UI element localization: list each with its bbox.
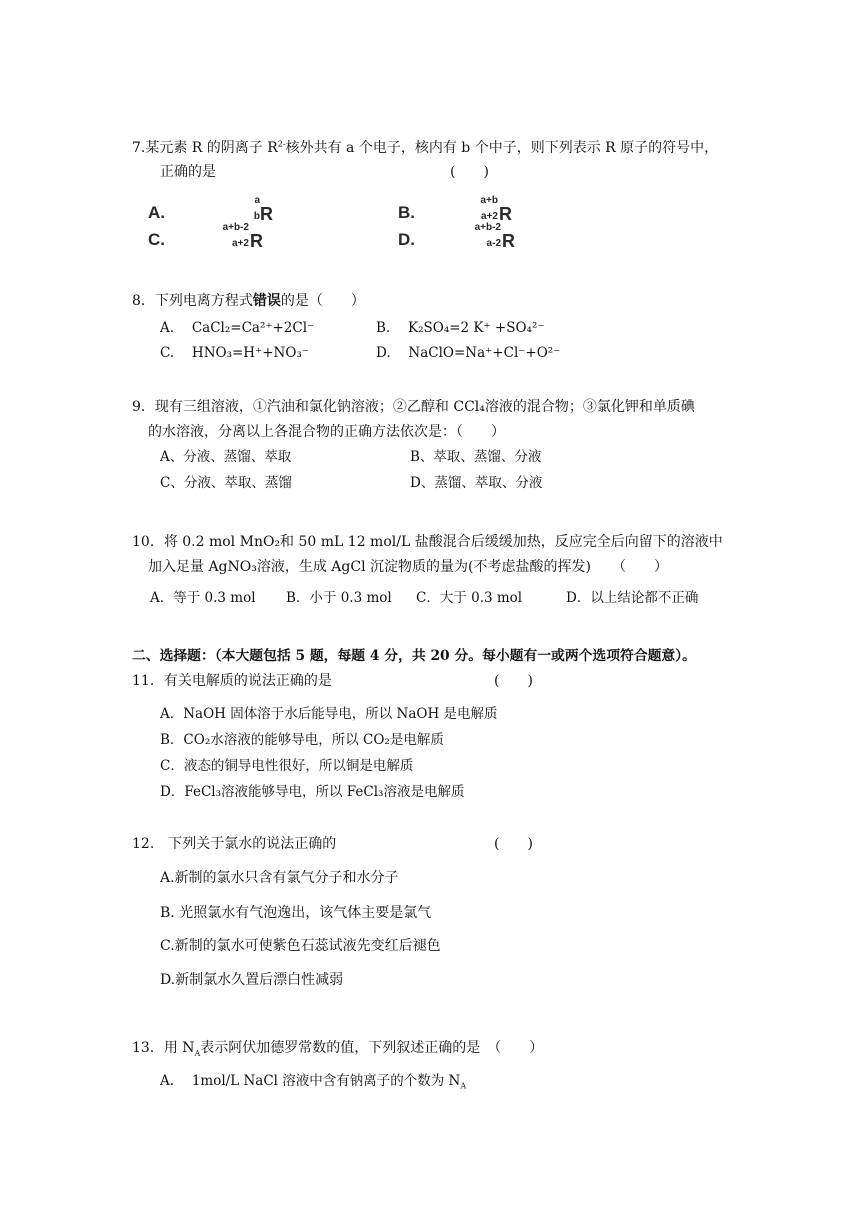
q10-option-b: B．小于 0.3 mol bbox=[286, 590, 392, 606]
q9-option-c: C、分液、萃取、蒸馏 bbox=[160, 475, 292, 491]
q9-option-a: A、分液、蒸馏、萃取 bbox=[160, 449, 292, 465]
q7-option-a-label: A. bbox=[148, 203, 165, 222]
q7-option-a-nuclide bbox=[246, 195, 286, 225]
q13-option-a-text: A. 1mol/L NaCl 溶液中含有钠离子的个数为 N bbox=[160, 1073, 461, 1089]
q11-option-b: B．CO₂水溶液的能够导电，所以 CO₂是电解质 bbox=[160, 732, 444, 748]
q7-option-d-label: D. bbox=[398, 230, 415, 249]
q7-stem-part2: 核外共有 a 个电子，核内有 b 个中子，则下列表示 R 原子的符号中， bbox=[285, 140, 719, 156]
q12-answer-paren: ( ) bbox=[494, 836, 533, 852]
q7-option-c-atomic: a+2 bbox=[232, 238, 249, 249]
q10-option-a: A．等于 0.3 mol bbox=[150, 590, 256, 606]
q8-option-d: D. NaClO=Na⁺+Cl⁻+O²⁻ bbox=[376, 345, 561, 361]
q7-option-b-symbol: R bbox=[499, 204, 512, 224]
q13-stem bbox=[132, 1038, 543, 1058]
q7-option-c-label: C. bbox=[148, 230, 165, 249]
q7-option-d-atomic: a-2 bbox=[486, 238, 501, 249]
q10-option-d: D．以上结论都不正确 bbox=[566, 590, 699, 606]
q11-stem: 11．有关电解质的说法正确的是 bbox=[132, 673, 332, 689]
q7-option-a-atomic: b bbox=[253, 211, 260, 222]
q7-charge: 2- bbox=[277, 139, 286, 149]
q13-option-a bbox=[160, 1071, 466, 1091]
q8-stem-part2: 的是（ ） bbox=[280, 293, 365, 309]
q7-option-d-nuclide bbox=[452, 222, 522, 252]
q7-option-c-nuclide bbox=[200, 222, 270, 252]
q12-option-b: B. 光照氯水有气泡逸出，该气体主要是氯气 bbox=[160, 905, 432, 921]
q8-option-a: A. CaCl₂=Ca²⁺+2Cl⁻ bbox=[160, 320, 315, 336]
q7-option-b-atomic: a+2 bbox=[481, 211, 498, 222]
q7-answer-paren: ( ) bbox=[450, 164, 489, 180]
q7-stem-line2: 正确的是 bbox=[160, 164, 216, 180]
q9-option-d: D、蒸馏、萃取、分液 bbox=[410, 475, 543, 491]
q13-stem-part2: 表示阿伏加德罗常数的值，下列叙述正确的是 （ ） bbox=[200, 1040, 544, 1056]
q11-option-d: D．FeCl₃溶液能够导电，所以 FeCl₃溶液是电解质 bbox=[160, 784, 465, 800]
q7-option-a-symbol: R bbox=[260, 204, 273, 224]
q8-option-b: B. K₂SO₄=2 K⁺ +SO₄²⁻ bbox=[376, 320, 545, 336]
q7-stem-line1 bbox=[132, 138, 718, 158]
section-2-heading: 二、选择题：（本大题包括 5 题，每题 4 分，共 20 分。每小题有一或两个选项符合题意）。 bbox=[132, 648, 696, 664]
q8-stem-part1: 8．下列电离方程式 bbox=[132, 293, 253, 309]
q7-option-a-mass: a bbox=[254, 195, 260, 206]
q13-stem-part1: 13．用 N bbox=[132, 1040, 195, 1056]
q8-stem bbox=[132, 291, 365, 311]
q11-option-a: A．NaOH 固体溶于水后能导电，所以 NaOH 是电解质 bbox=[160, 706, 498, 722]
q7-option-b-label: B. bbox=[398, 203, 415, 222]
q7-option-a bbox=[148, 195, 288, 225]
q7-option-d-symbol: R bbox=[502, 231, 515, 251]
q7-option-c bbox=[148, 222, 288, 252]
q12-option-c: C.新制的氯水可使紫色石蕊试液先变红后褪色 bbox=[160, 938, 441, 954]
q7-option-d-mass: a+b-2 bbox=[474, 222, 501, 233]
q12-option-d: D.新制氯水久置后漂白性减弱 bbox=[160, 972, 344, 988]
q11-answer-paren: ( ) bbox=[494, 673, 533, 689]
q8-option-c: C. HNO₃=H⁺+NO₃⁻ bbox=[160, 345, 309, 361]
q9-option-b: B、萃取、蒸馏、分液 bbox=[410, 449, 542, 465]
q13-stem-subscript: A bbox=[194, 1048, 201, 1058]
q12-option-a: A.新制的氯水只含有氯气分子和水分子 bbox=[160, 870, 399, 886]
q7-option-c-mass: a+b-2 bbox=[222, 222, 249, 233]
q9-stem-line1: 9．现有三组溶液，①汽油和氯化钠溶液；②乙醇和 CCl₄溶液的混合物；③氯化钾和单质碘 bbox=[132, 399, 695, 415]
q13-option-a-subscript: A bbox=[460, 1081, 467, 1091]
q10-stem-line2: 加入足量 AgNO₃溶液，生成 AgCl 沉淀物质的量为(不考虑盐酸的挥发) （ ） bbox=[148, 559, 668, 575]
q10-stem-line1: 10．将 0.2 mol MnO₂和 50 mL 12 mol/L 盐酸混合后缓缓加热，反应完全后向留下的溶液中 bbox=[132, 534, 723, 550]
q7-option-d bbox=[398, 222, 538, 252]
q7-option-c-symbol: R bbox=[250, 231, 263, 251]
q12-stem: 12. 下列关于氯水的说法正确的 bbox=[132, 836, 337, 852]
q9-stem-line2: 的水溶液，分离以上各混合物的正确方法依次是：（ ） bbox=[148, 424, 505, 440]
q10-option-c: C．大于 0.3 mol bbox=[416, 590, 523, 606]
q8-stem-emphasis: 错误 bbox=[252, 293, 281, 309]
q7-option-b bbox=[398, 195, 538, 225]
q7-stem-part1: 7.某元素 R 的阴离子 R bbox=[132, 140, 278, 156]
q7-option-b-mass: a+b bbox=[480, 195, 498, 206]
q11-option-c: C．液态的铜导电性很好，所以铜是电解质 bbox=[160, 758, 414, 774]
